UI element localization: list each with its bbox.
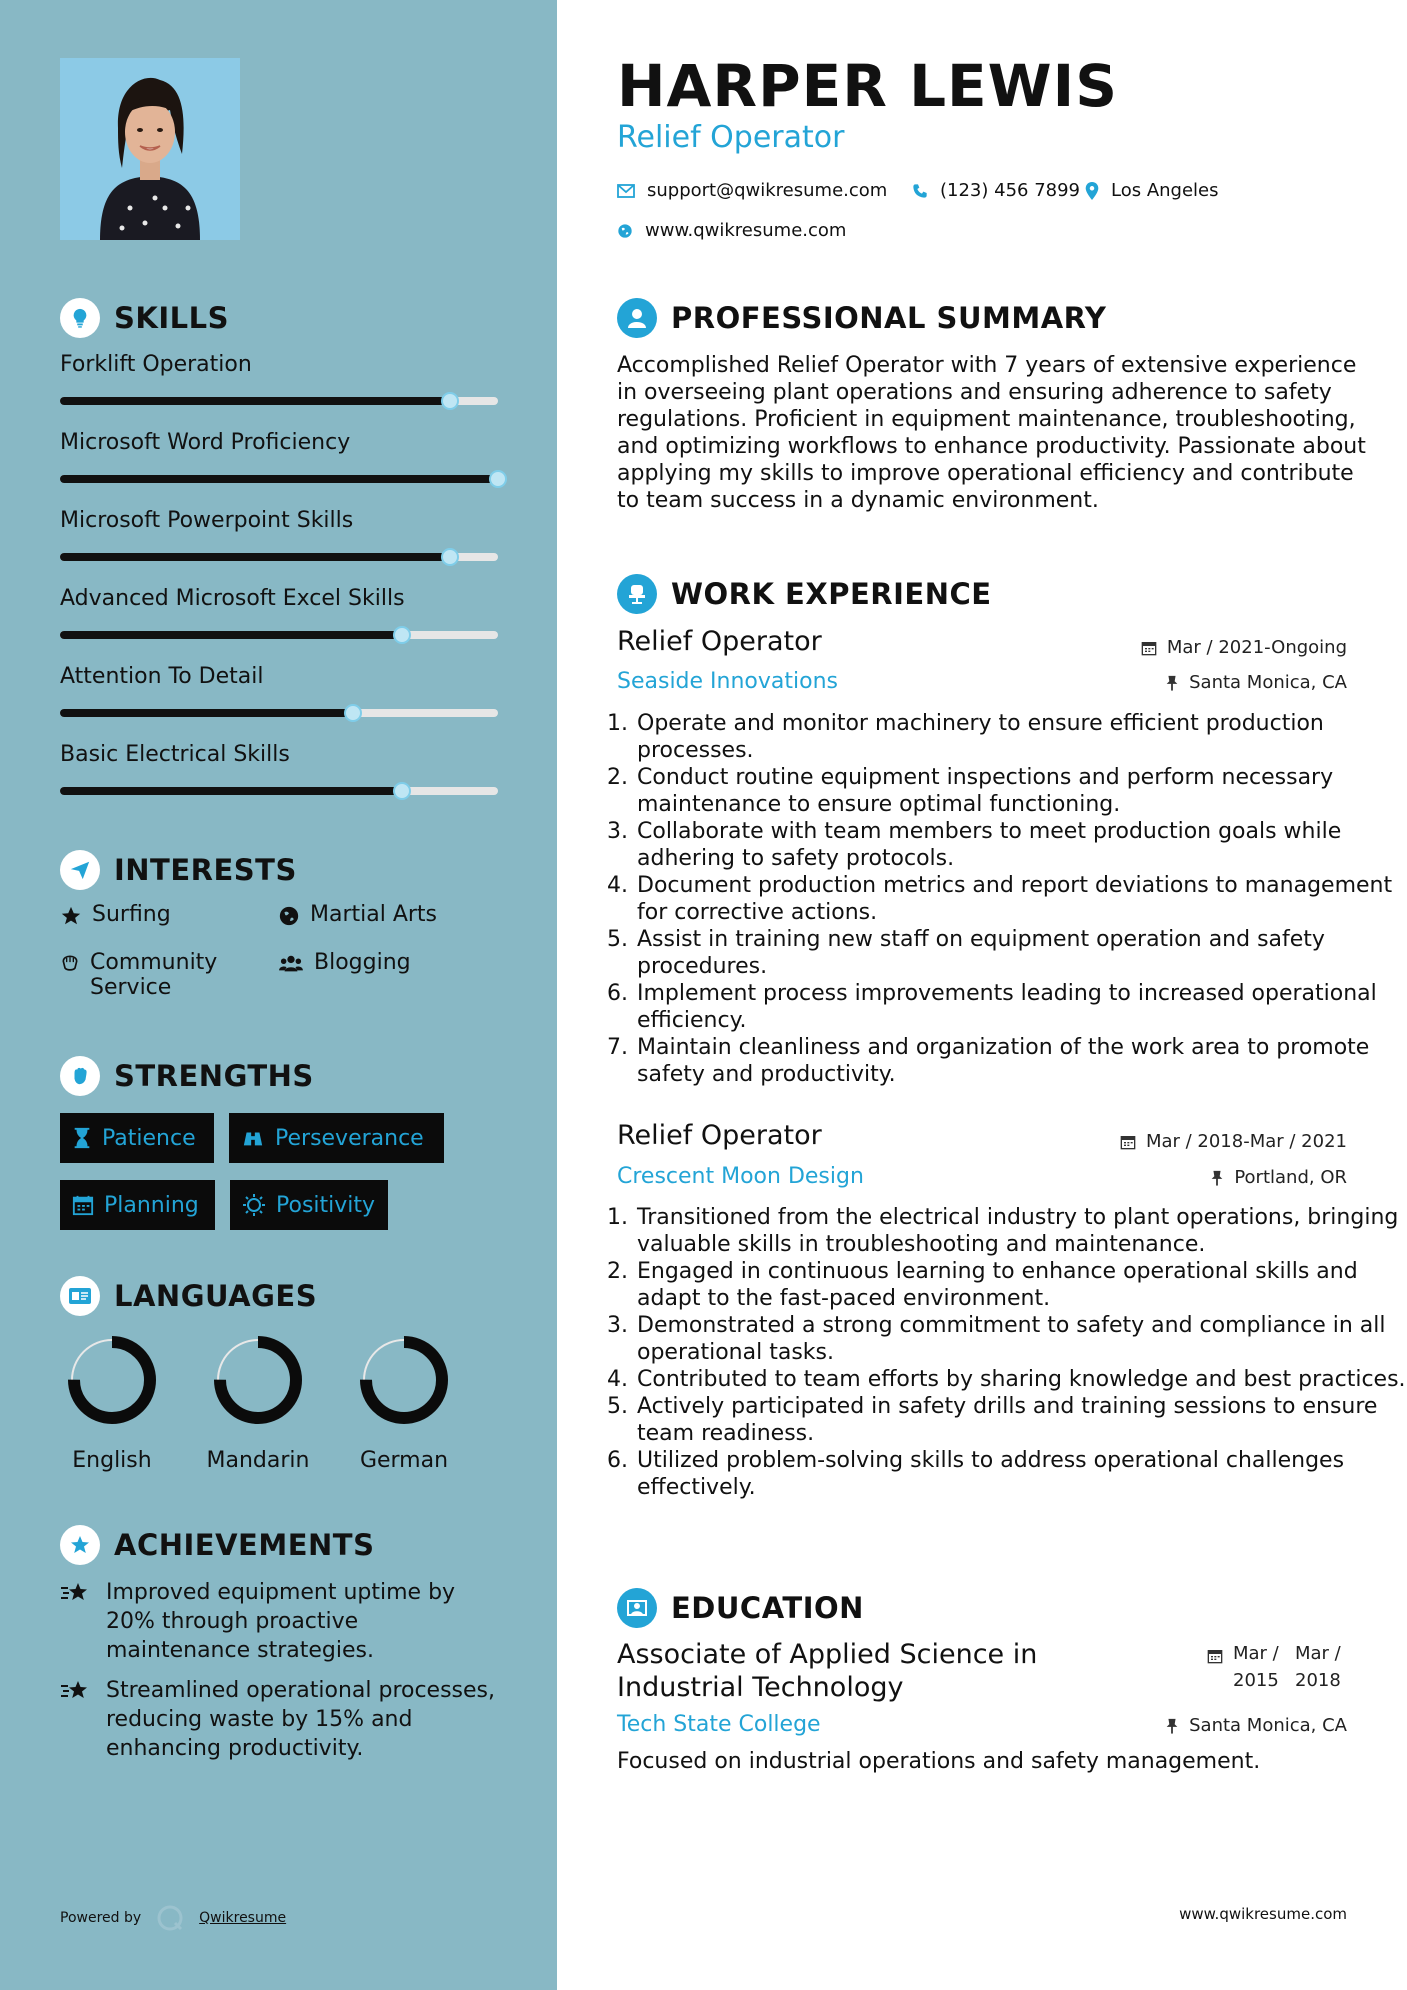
skill-bar-fill [60,397,450,405]
skill-item [60,664,500,717]
duty-item: 7. Maintain cleanliness and organization of the work area to promote safety and productivity. [635,1034,1407,1088]
skill-bar-fill [60,475,498,483]
job-title: Relief Operator [617,626,822,657]
education-title: EDUCATION [671,1591,864,1625]
skill-bar [60,397,498,405]
education-dates [1207,1640,1347,1694]
language-label: Mandarin [206,1448,310,1473]
education-description: Focused on industrial operations and safety management. [617,1749,1261,1774]
strength-label: Perseverance [275,1125,424,1151]
chair-icon [617,574,657,614]
education-degree: Associate of Applied Science in Industrial Technology [617,1639,1038,1703]
duty-item: 2. Engaged in continuous learning to enhance operational skills and adapt to the fast-paced environment. [635,1258,1407,1312]
calendar-icon [72,1194,94,1216]
summary-heading [617,298,1106,338]
paper-plane-icon [60,850,100,890]
education-heading [617,1588,864,1628]
strength-label: Patience [102,1125,196,1151]
duty-item: 6. Implement process improvements leading to increased operational efficiency. [635,980,1407,1034]
job-location-text: Portland, OR [1234,1167,1347,1188]
duty-item: 3. Collaborate with team members to meet production goals while adhering to safety protocols. [635,818,1407,872]
summary-title: PROFESSIONAL SUMMARY [671,301,1107,335]
profile-photo [60,58,240,240]
duty-item: 6. Utilized problem-solving skills to address operational challenges effectively. [635,1447,1407,1501]
duty-item: 4. Document production metrics and report deviations to management for corrective actions. [635,872,1407,926]
globe-icon [278,905,300,927]
skill-label: Attention To Detail [60,664,264,689]
achievements-title: ACHIEVEMENTS [114,1528,375,1562]
duty-item: 3. Demonstrated a strong commitment to safety and compliance in all operational tasks. [635,1312,1407,1366]
interest-item [60,902,171,927]
lightbulb-icon [60,298,100,338]
contact-location [1085,180,1219,201]
fist-icon [60,1056,100,1096]
interest-label: Martial Arts [310,902,438,927]
achievement-item [60,1578,500,1665]
skill-bar [60,475,498,483]
job-duties [607,710,1407,1088]
calendar-icon [1141,640,1157,656]
duty-item: 1. Transitioned from the electrical industry to plant operations, bringing valuable skills in troubleshooting and maintenance. [635,1204,1407,1258]
interest-item [278,950,411,975]
skill-item [60,508,500,561]
language-item [52,1330,172,1473]
job-dates [1120,1131,1347,1152]
strengths-title: STRENGTHS [114,1059,314,1093]
achievements-heading [60,1525,374,1565]
contact-website [617,220,846,241]
strength-label: Positivity [276,1192,376,1218]
interest-label: Community Service [90,950,218,1000]
interest-item [60,950,260,1000]
pushpin-icon [1165,675,1179,691]
strengths-heading [60,1056,314,1096]
interest-label: Blogging [314,950,411,975]
achievement-text: Improved equipment uptime by 20% through proactive maintenance strategies. [106,1580,456,1663]
interest-item [278,902,437,927]
duty-item: 2. Conduct routine equipment inspections and perform necessary maintenance to ensure optimal functioning. [635,764,1407,818]
phone-text[interactable]: (123) 456 7899 [940,180,1081,201]
globe-icon [617,223,633,239]
education-school: Tech State College [617,1712,821,1737]
hourglass-icon [72,1127,92,1149]
job-dates-text: Mar / 2018-Mar / 2021 [1145,1131,1347,1152]
skill-label: Advanced Microsoft Excel Skills [60,586,405,611]
interests-title: INTERESTS [114,853,297,887]
experience-title: WORK EXPERIENCE [671,577,992,611]
skill-bar [60,553,498,561]
job-company: Seaside Innovations [617,669,838,694]
duty-item: 5. Assist in training new staff on equipment operation and safety procedures. [635,926,1407,980]
job-location [1210,1167,1347,1188]
graduate-icon [617,1588,657,1628]
calendar-icon [1207,1648,1223,1664]
duty-item: 1. Operate and monitor machinery to ensure efficient production processes. [635,710,1407,764]
main-content [557,0,1407,1990]
shooting-star-icon [60,1580,92,1606]
language-donut [344,1330,464,1430]
job-location [1165,672,1347,693]
powered-by [60,1903,286,1933]
achievement-text: Streamlined operational processes, reducing waste by 15% and enhancing productivity. [106,1678,496,1761]
strength-tag [230,1180,388,1230]
skill-bar-fill [60,709,353,717]
duty-item: 5. Actively participated in safety drills and training sessions to ensure team readiness. [635,1393,1407,1447]
skill-bar-fill [60,631,402,639]
skill-bar-knob [489,470,507,488]
skill-item [60,352,500,405]
skill-bar [60,631,498,639]
envelope-icon [617,184,635,198]
powered-prefix: Powered by [60,1910,142,1926]
language-label: English [72,1448,152,1473]
strength-tag [229,1113,444,1163]
pushpin-icon [1210,1170,1224,1186]
contact-phone [912,180,1080,201]
education-end: Mar / 2018 [1295,1643,1341,1691]
skill-label: Microsoft Word Proficiency [60,430,351,455]
sun-icon [242,1193,266,1217]
hand-icon [60,953,80,973]
language-item [344,1330,464,1473]
job-location-text: Santa Monica, CA [1189,672,1347,693]
job-duties [607,1204,1407,1501]
education-location-text: Santa Monica, CA [1189,1715,1347,1736]
language-donut [198,1330,318,1430]
skill-bar-knob [393,782,411,800]
language-donut [52,1330,172,1430]
strength-tag [60,1113,214,1163]
star-badge-icon [60,1525,100,1565]
languages-heading [60,1276,317,1316]
footer-website[interactable]: www.qwikresume.com [1179,1905,1347,1923]
website-text[interactable]: www.qwikresume.com [645,220,847,241]
summary-text: Accomplished Relief Operator with 7 years of extensive experience in overseeing plant operations and ensuring adherence to safety regulations. Proficient in equipment maintenance, troubleshooting, and optimizing workflows to enhance productivity. Passionate about applying my skills to improve operational efficiency and contribute to team success in a dynamic environment. [617,353,1366,513]
language-label: German [359,1448,449,1473]
skills-title: SKILLS [114,301,229,335]
skill-bar-knob [441,392,459,410]
skill-bar [60,787,498,795]
shooting-star-icon [60,1678,92,1704]
user-icon [617,298,657,338]
location-text: Los Angeles [1111,180,1219,201]
star-icon [60,905,82,927]
interest-label: Surfing [92,902,171,927]
job-dates [1141,637,1347,658]
language-item [198,1330,318,1473]
skill-label: Forklift Operation [60,352,252,377]
skill-bar-knob [393,626,411,644]
phone-icon [912,183,928,199]
strength-tag [60,1180,215,1230]
calendar-icon [1120,1134,1136,1150]
skill-bar [60,709,498,717]
sidebar [0,0,557,1990]
email-text[interactable]: support@qwikresume.com [647,180,888,201]
achievement-item [60,1676,500,1763]
skill-bar-knob [344,704,362,722]
experience-heading [617,574,992,614]
skill-bar-knob [441,548,459,566]
job-dates-text: Mar / 2021-Ongoing [1166,637,1347,658]
job-title: Relief Operator [617,1120,822,1151]
duty-item: 4. Contributed to team efforts by sharing knowledge and best practices. [635,1366,1407,1393]
education-location [1165,1715,1347,1736]
skill-item [60,430,500,483]
id-card-icon [60,1276,100,1316]
languages-title: LANGUAGES [114,1279,318,1313]
skill-label: Microsoft Powerpoint Skills [60,508,354,533]
map-pin-icon [1085,182,1099,200]
skills-heading [60,298,229,338]
qwikresume-link[interactable]: Qwikresume [199,1910,287,1926]
interests-heading [60,850,297,890]
candidate-role: Relief Operator [617,120,845,155]
contact-email [617,180,887,201]
binoculars-icon [241,1127,265,1149]
skill-bar-fill [60,553,450,561]
skill-item [60,586,500,639]
strength-label: Planning [104,1192,199,1218]
candidate-name: HARPER LEWIS [617,52,1118,120]
skill-item [60,742,500,795]
users-icon [278,953,304,975]
pushpin-icon [1165,1718,1179,1734]
skill-bar-fill [60,787,402,795]
skill-label: Basic Electrical Skills [60,742,290,767]
education-start: Mar / 2015 [1233,1643,1279,1691]
job-company: Crescent Moon Design [617,1164,864,1189]
qwikresume-logo-icon [155,1903,185,1933]
